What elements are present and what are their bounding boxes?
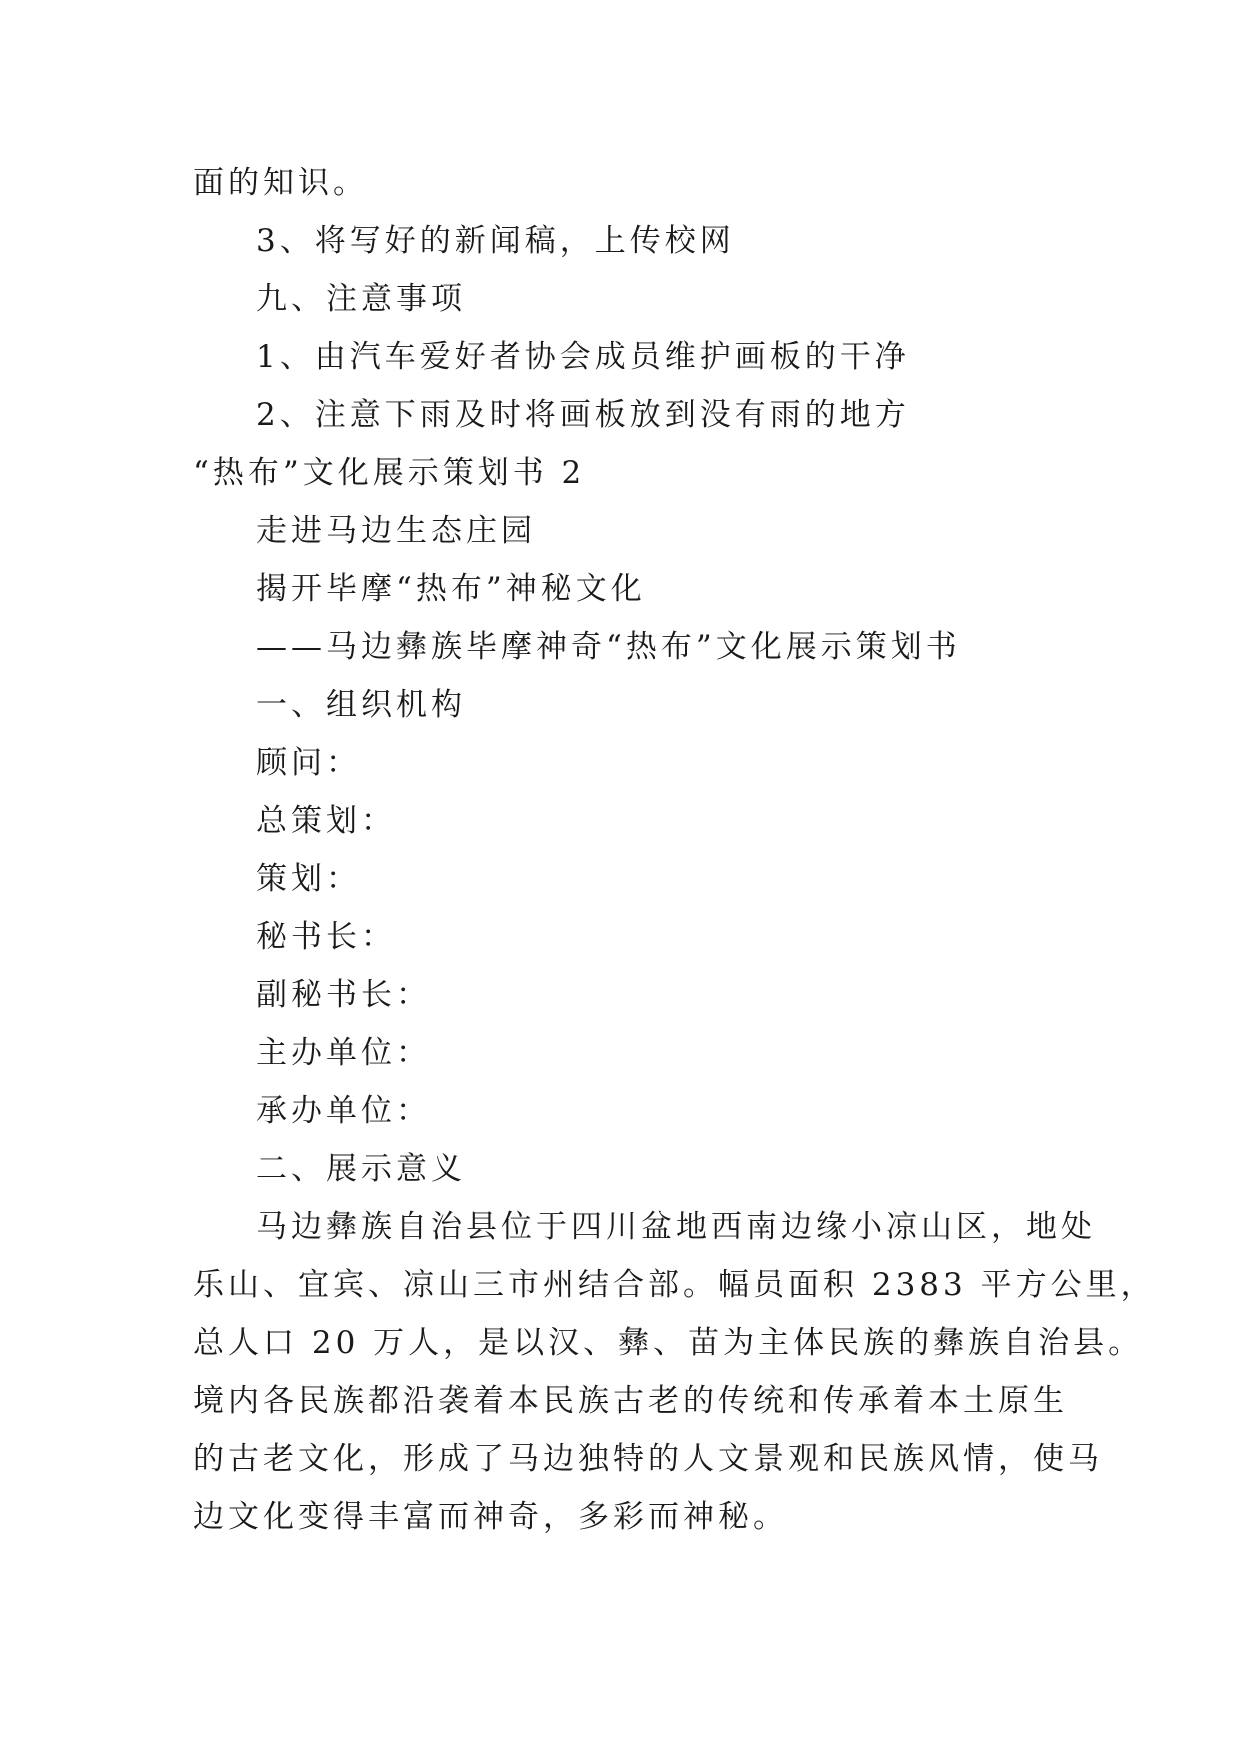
section-heading: 一、组织机构 — [256, 687, 466, 723]
section-heading: 九、注意事项 — [256, 281, 466, 317]
text-line: 主办单位： — [256, 1035, 431, 1071]
text-line: 策划： — [256, 861, 361, 897]
text-line: 总策划： — [256, 803, 396, 839]
text-line: 顾问： — [256, 745, 361, 781]
paragraph-line: 马边彝族自治县位于四川盆地西南边缘小凉山区，地处 — [256, 1209, 1096, 1245]
section-heading: 二、展示意义 — [256, 1151, 466, 1187]
document-title: “热布”文化展示策划书 2 — [193, 455, 586, 491]
text-line: 3、将写好的新闻稿，上传校网 — [256, 223, 735, 259]
text-line: 2、注意下雨及时将画板放到没有雨的地方 — [256, 397, 910, 433]
text-line: 承办单位： — [256, 1093, 431, 1129]
paragraph-line: 乐山、宜宾、凉山三市州结合部。幅员面积 2383 平方公里， — [193, 1267, 1156, 1303]
text-line: 秘书长： — [256, 919, 396, 955]
paragraph-line: 的古老文化，形成了马边独特的人文景观和民族风情，使马 — [193, 1441, 1103, 1477]
paragraph-line: 总人口 20 万人，是以汉、彝、苗为主体民族的彝族自治县。 — [193, 1325, 1144, 1361]
subtitle-line: 揭开毕摩“热布”神秘文化 — [256, 571, 646, 607]
subtitle-line: 走进马边生态庄园 — [256, 513, 536, 549]
paragraph-line: 境内各民族都沿袭着本民族古老的传统和传承着本土原生 — [193, 1383, 1068, 1419]
text-line: 1、由汽车爱好者协会成员维护画板的干净 — [256, 339, 910, 375]
paragraph-line: 边文化变得丰富而神奇，多彩而神秘。 — [193, 1499, 788, 1535]
text-line: 副秘书长： — [256, 977, 431, 1013]
text-line: 面的知识。 — [193, 165, 368, 201]
subtitle-line: ——马边彝族毕摩神奇“热布”文化展示策划书 — [256, 629, 961, 665]
